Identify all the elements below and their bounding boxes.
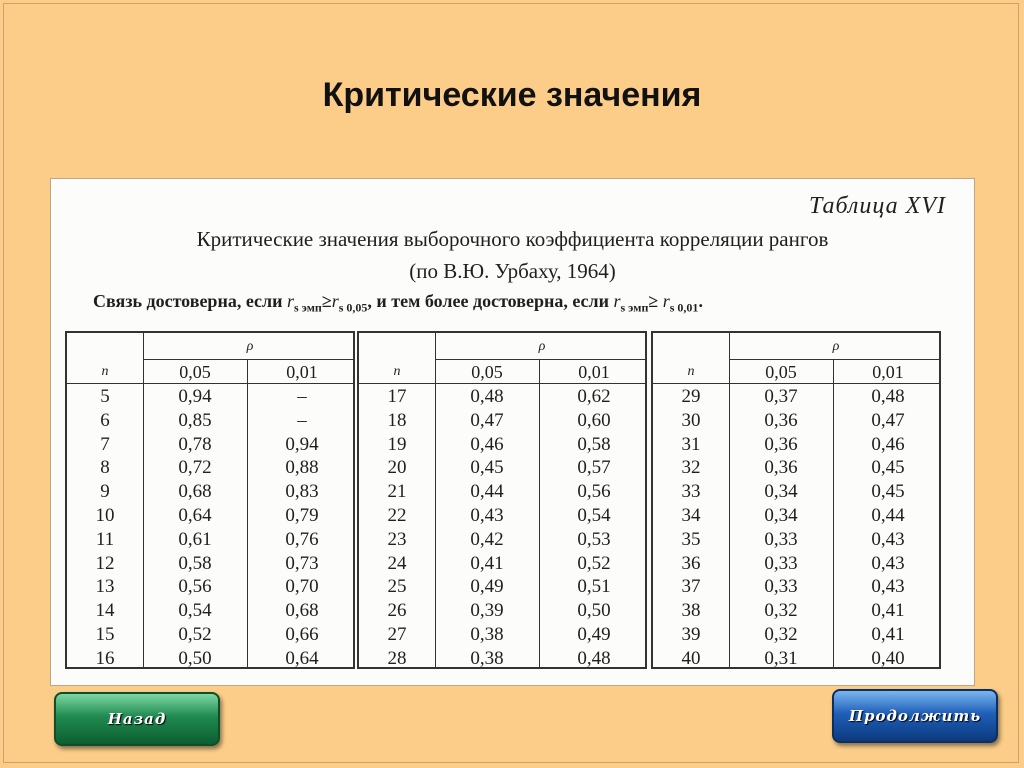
table-block: [357, 331, 647, 669]
cell-p005: 0,56: [178, 576, 212, 598]
cell-n: 36: [681, 552, 701, 574]
cell-p005: 0,34: [764, 505, 798, 526]
cell-p005: 0,36: [764, 433, 798, 455]
table-number: Таблица XVI: [808, 193, 946, 219]
cell-p005: 0,36: [764, 409, 798, 431]
cell-p005: 0,49: [470, 576, 504, 598]
cell-n: 23: [387, 528, 407, 550]
condition-geq1: ≥: [321, 291, 332, 311]
cell-p005: 0,54: [178, 600, 212, 622]
cell-p001: 0,43: [871, 552, 905, 574]
cell-p001: 0,70: [285, 576, 319, 598]
header-p001: 0,01: [286, 362, 318, 382]
cell-p001: 0,58: [577, 433, 611, 455]
cell-p005: 0,36: [764, 457, 798, 479]
cell-p001: 0,88: [285, 457, 319, 479]
cell-p005: 0,50: [178, 647, 212, 669]
cell-n: 33: [681, 481, 701, 503]
header-p005: 0,05: [179, 362, 211, 382]
cell-n: 7: [100, 433, 110, 455]
cell-n: 35: [681, 528, 701, 550]
condition-sub3: s эмп: [620, 300, 649, 315]
condition-geq2: ≥: [648, 291, 663, 311]
cell-p001: 0,43: [871, 528, 905, 550]
header-rho: ρ: [538, 339, 546, 354]
header-p005: 0,05: [765, 362, 797, 382]
cell-n: 22: [387, 505, 407, 526]
cell-p005: 0,31: [764, 647, 798, 669]
table-condition: [93, 291, 703, 316]
condition-sub4: s 0,01: [669, 300, 699, 315]
header-rho: ρ: [246, 339, 254, 354]
header-n: n: [393, 364, 401, 379]
header-n: n: [101, 364, 109, 379]
cell-n: 9: [100, 481, 110, 503]
condition-r2: r: [331, 291, 339, 311]
cell-n: 38: [681, 600, 701, 622]
header-p001: 0,01: [578, 362, 610, 382]
cell-p001: 0,57: [577, 457, 611, 479]
cell-p001: 0,94: [285, 433, 319, 455]
cell-p005: 0,64: [178, 505, 212, 526]
cell-n: 28: [387, 647, 407, 669]
cell-p001: 0,83: [285, 481, 319, 503]
header-p001: 0,01: [872, 362, 904, 382]
cell-p001: 0,46: [871, 433, 905, 455]
condition-text-1: Связь достоверна, если: [93, 291, 287, 311]
cell-n: 31: [681, 433, 701, 455]
cell-p005: 0,48: [470, 386, 504, 407]
cell-n: 5: [100, 386, 110, 407]
cell-p005: 0,58: [178, 552, 212, 574]
cell-p001: 0,73: [285, 552, 319, 574]
cell-p005: 0,45: [470, 457, 504, 479]
cell-n: 39: [681, 624, 701, 645]
cell-p001: 0,50: [577, 600, 611, 622]
cell-p001: 0,60: [577, 409, 611, 431]
cell-p005: 0,32: [764, 600, 798, 622]
cell-p005: 0,38: [470, 624, 504, 645]
cell-n: 24: [387, 552, 407, 574]
cell-p001: 0,43: [871, 576, 905, 598]
cell-n: 8: [100, 457, 110, 479]
table-scan: [50, 178, 975, 686]
cell-p001: 0,56: [577, 481, 611, 503]
table-block: [65, 331, 355, 669]
back-button[interactable]: Назад: [54, 692, 220, 746]
cell-n: 19: [387, 433, 407, 455]
cell-p005: 0,32: [764, 624, 798, 645]
cell-n: 15: [95, 624, 115, 645]
cell-n: 10: [95, 505, 115, 526]
cell-n: 6: [100, 409, 110, 431]
cell-n: 14: [95, 600, 115, 622]
condition-r4: r: [662, 291, 670, 311]
cell-n: 18: [387, 409, 407, 431]
cell-n: 17: [387, 386, 407, 407]
cell-p001: 0,45: [871, 457, 905, 479]
cell-n: 12: [95, 552, 115, 574]
condition-sub2: s 0,05: [338, 300, 368, 315]
cell-p001: 0,52: [577, 552, 611, 574]
cell-p001: 0,47: [871, 409, 905, 431]
cell-p001: 0,62: [577, 386, 611, 407]
table-caption-line1: Критические значения выборочного коэффициента корреляции рангов: [196, 227, 829, 251]
cell-p001: 0,45: [871, 481, 905, 503]
cell-p005: 0,72: [178, 457, 212, 479]
cell-p001: 0,64: [285, 647, 319, 669]
cell-p001: 0,53: [577, 528, 611, 550]
cell-p005: 0,37: [764, 386, 798, 407]
header-p005: 0,05: [471, 362, 503, 382]
cell-n: 29: [681, 386, 701, 407]
cell-p001: 0,41: [871, 600, 905, 622]
cell-p001: 0,44: [871, 505, 905, 526]
cell-p001: 0,40: [871, 647, 905, 669]
cell-p001: 0,51: [577, 576, 611, 598]
cell-p001: 0,54: [577, 505, 611, 526]
cell-p001: –: [297, 386, 307, 407]
cell-n: 16: [95, 647, 115, 669]
cell-p005: 0,39: [470, 600, 504, 622]
cell-p005: 0,78: [178, 433, 212, 455]
cell-p005: 0,94: [178, 386, 212, 407]
cell-p001: 0,41: [871, 624, 905, 645]
cell-p005: 0,42: [470, 528, 504, 550]
cell-p005: 0,33: [764, 528, 798, 550]
cell-p001: 0,66: [285, 624, 319, 645]
condition-r1: r: [286, 291, 294, 311]
cell-n: 21: [387, 481, 407, 503]
cell-n: 11: [95, 528, 115, 550]
slide-title: Критические значения: [322, 76, 702, 114]
cell-p005: 0,34: [764, 481, 798, 503]
cell-p005: 0,43: [470, 505, 504, 526]
cell-n: 13: [95, 576, 115, 598]
cell-n: 34: [681, 505, 701, 526]
cell-p005: 0,38: [470, 647, 504, 669]
continue-button[interactable]: Продолжить: [832, 689, 998, 743]
cell-n: 25: [387, 576, 407, 598]
cell-p001: –: [297, 409, 307, 431]
cell-n: 40: [681, 647, 701, 669]
cell-n: 32: [681, 457, 701, 479]
condition-text-2: , и тем более достоверна, если: [367, 291, 614, 311]
header-rho: ρ: [832, 339, 840, 354]
cell-p001: 0,49: [577, 624, 611, 645]
cell-p001: 0,79: [285, 505, 319, 526]
cell-p005: 0,33: [764, 552, 798, 574]
cell-n: 27: [387, 624, 407, 645]
cell-p001: 0,48: [577, 647, 611, 669]
cell-p005: 0,33: [764, 576, 798, 598]
cell-p001: 0,68: [285, 600, 319, 622]
cell-n: 26: [387, 600, 407, 622]
cell-p005: 0,46: [470, 433, 504, 455]
header-n: n: [687, 364, 695, 379]
cell-p001: 0,48: [871, 386, 905, 407]
table-caption-line2: (по В.Ю. Урбаху, 1964): [409, 259, 616, 283]
condition-sub1: s эмп: [294, 300, 322, 315]
cell-n: 37: [681, 576, 701, 598]
cell-p005: 0,47: [470, 409, 504, 431]
condition-r3: r: [613, 291, 621, 311]
cell-p005: 0,68: [178, 481, 212, 503]
cell-p005: 0,85: [178, 409, 212, 431]
cell-p005: 0,61: [178, 528, 212, 550]
cell-p005: 0,44: [470, 481, 504, 503]
cell-p001: 0,76: [285, 528, 319, 550]
condition-end: .: [698, 291, 703, 311]
cell-n: 20: [387, 457, 407, 479]
cell-p005: 0,52: [178, 624, 212, 645]
table-block: [651, 331, 941, 669]
cell-n: 30: [681, 409, 701, 431]
cell-p005: 0,41: [470, 552, 504, 574]
